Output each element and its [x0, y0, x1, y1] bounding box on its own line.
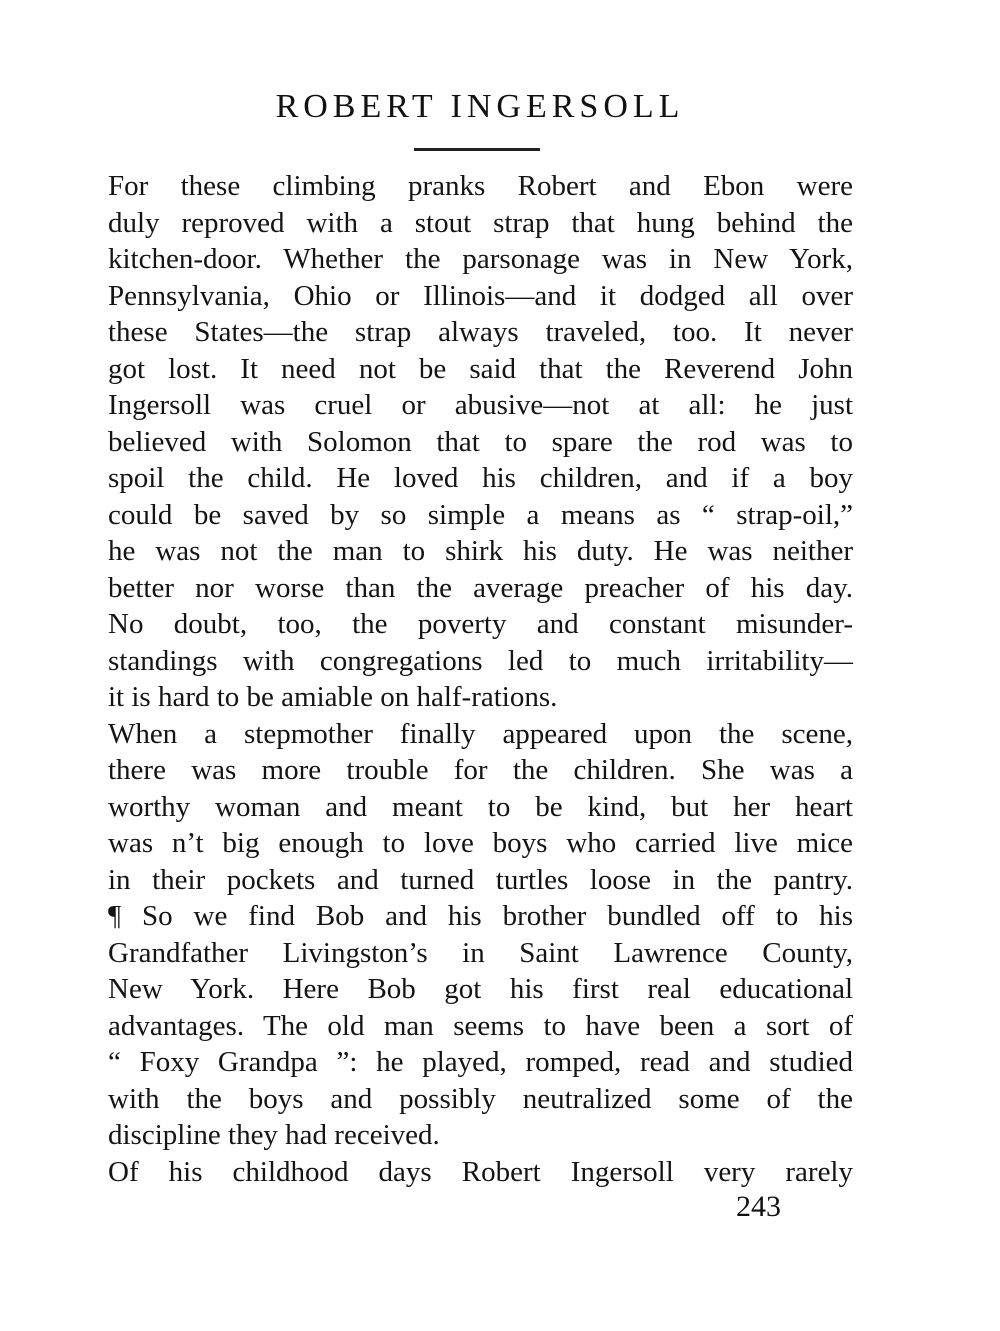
text-line: advantages. The old man seems to have been a sort of [108, 1009, 853, 1042]
text-line: spoil the child. He loved his children, and if a boy [108, 462, 853, 494]
head-rule [414, 148, 540, 151]
text-line: got lost. It need not be said that the Reverend John [108, 352, 853, 385]
text-line: For these climbing pranks Robert and Ebon were [108, 170, 853, 202]
text-line: duly reproved with a stout strap that hung behind the [108, 206, 853, 239]
text-line: Ingersoll was cruel or abusive—not at all: he just [108, 389, 853, 421]
text-line: in their pockets and turned turtles loose in the pantry. [108, 863, 853, 896]
text-line: discipline they had received. [108, 1119, 440, 1151]
body-text [108, 168, 853, 1190]
text-line: ¶ So we find Bob and his brother bundled off to his [108, 900, 853, 932]
text-line: kitchen-door. Whether the parsonage was in New York, [108, 243, 853, 275]
text-line: No doubt, too, the poverty and constant misunder- [108, 608, 853, 640]
text-line: there was more trouble for the children. She was a [108, 754, 853, 786]
running-head: ROBERT INGERSOLL [275, 88, 685, 125]
text-line: Pennsylvania, Ohio or Illinois—and it dodged all over [108, 279, 853, 312]
text-line: he was not the man to shirk his duty. He was neither [108, 535, 853, 567]
text-line: New York. Here Bob got his first real educational [108, 973, 853, 1005]
text-line: these States—the strap always traveled, too. It never [108, 316, 853, 348]
text-line: better nor worse than the average preacher of his day. [108, 571, 853, 604]
text-line: standings with congregations led to much irritability— [108, 644, 853, 677]
text-line: Of his childhood days Robert Ingersoll very rarely [108, 1155, 853, 1188]
text-line: with the boys and possibly neutralized some of the [108, 1082, 853, 1115]
text-line: Grandfather Livingston’s in Saint Lawrence County, [108, 936, 853, 969]
text-line: When a stepmother finally appeared upon the scene, [108, 717, 853, 750]
page-number: 243 [736, 1190, 781, 1223]
text-line: believed with Solomon that to spare the rod was to [108, 425, 853, 458]
text-line: “ Foxy Grandpa ”: he played, romped, read and studied [108, 1046, 853, 1078]
text-line: worthy woman and meant to be kind, but her heart [108, 790, 853, 823]
text-line: it is hard to be amiable on half-rations. [108, 681, 558, 713]
text-line: was n’t big enough to love boys who carried live mice [108, 827, 853, 859]
text-line: could be saved by so simple a means as “ strap-oil,” [108, 498, 853, 531]
